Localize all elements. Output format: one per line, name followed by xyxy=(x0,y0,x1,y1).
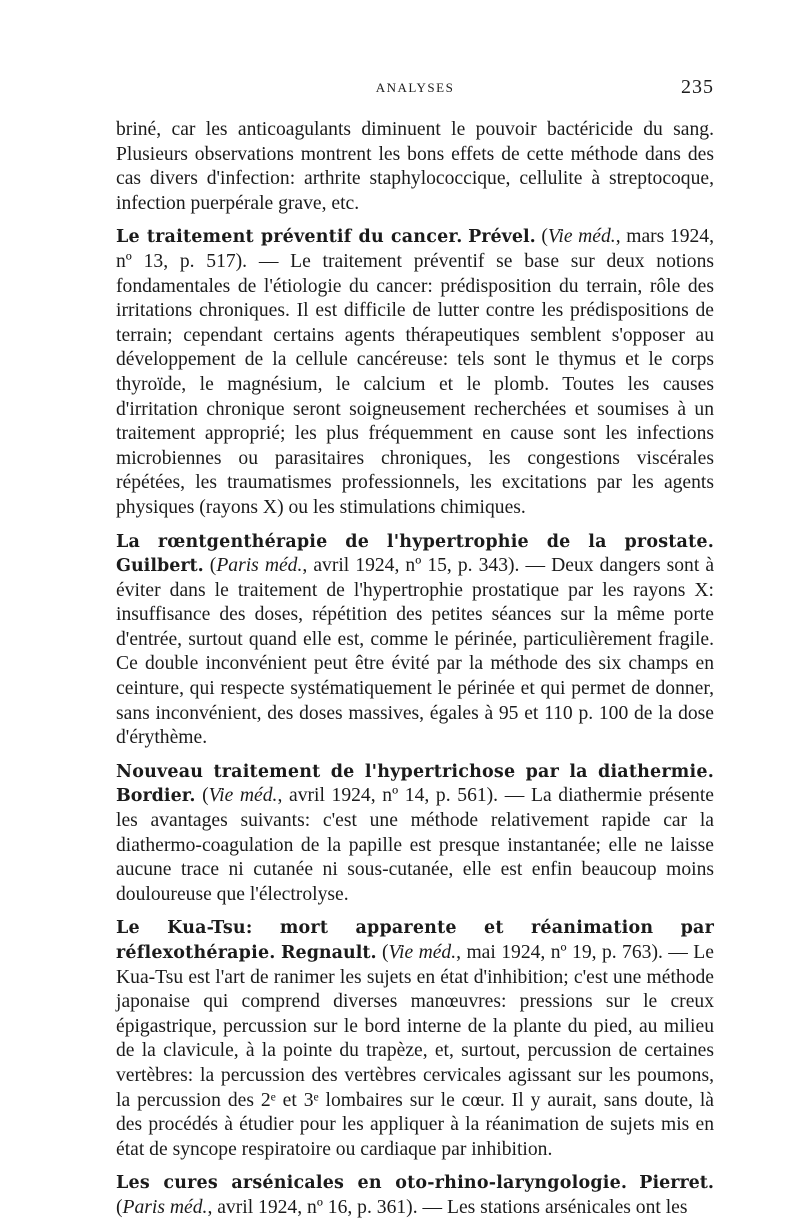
article-title: Nouveau traitement de l'hypertrichose par la diathermie. xyxy=(116,761,714,782)
article-author: Pierret. xyxy=(639,1173,714,1194)
article-source-journal: Paris méd. xyxy=(122,1196,208,1218)
page-header xyxy=(116,78,714,100)
source-open-paren: ( xyxy=(116,1196,123,1218)
article-abstract: — Deux dangers sont à éviter dans le traitement de l'hypertrophie prostatique par les rayons X: insuffisance des doses, répétition des petites séances sur la même porte d'entrée, surtout quand elle est, comme le périnée, particulièrement fragile. Ce double inconvénient peut être évité par la méthode des six champs en ceinture, qui respecte systématiquement le périnée et qui permet de donner, sans inconvénient, des doses massives, égales à 95 et 110 p. 100 de la dose d'érythème. xyxy=(116,555,715,749)
article-source-journal: Paris méd. xyxy=(216,555,303,577)
article-abstract: — La diathermie présente les avantages suivants: c'est une méthode relativement rapide car la diathermo-coagulation de la papille est presque instantanée; elle ne laisse aucune trace ni cutanée ni sous-cutanée, elle est enfin beaucoup moins douloureuse que l'électrolyse. xyxy=(116,785,714,905)
article-source-journal: Vie méd. xyxy=(388,942,457,963)
article-source-details: , avril 1924, nº 14, p. 561). xyxy=(277,785,499,807)
article-source-details: , avril 1924, nº 16, p. 361). xyxy=(207,1196,418,1218)
intro-paragraph xyxy=(116,118,714,216)
running-title: ANALYSES xyxy=(375,80,455,95)
article-title: La rœntgenthérapie de l'hypertrophie de la prostate. xyxy=(116,531,714,552)
article-abstract: — Les stations arsénicales ont les xyxy=(417,1196,688,1218)
article-source-journal: Vie méd. xyxy=(547,226,616,248)
article-entry xyxy=(116,1171,714,1220)
article-entry xyxy=(116,225,714,520)
article-title: Les cures arsénicales en oto-rhino-laryngologie. xyxy=(116,1173,628,1194)
body-text xyxy=(116,118,714,1221)
article-entry xyxy=(116,760,714,908)
article-title: Le Kua-Tsu: mort apparente et réanimation par réflexothérapie. xyxy=(116,918,714,963)
intro-text: briné, car les anticoagulants diminuent le pouvoir bactéricide du sang. Plusieurs observations montrent les bons effets de cette méthode dans des cas divers d'infection: arthrite staphylococcique, cellulite à streptocoque, infection puerpérale grave, etc. xyxy=(116,119,714,214)
source-open-paren: ( xyxy=(202,785,209,807)
article-abstract: — Le traitement préventif se base sur deux notions fondamentales de l'étiologie du cancer: prédisposition du terrain, rôle des irritations chroniques. Il est difficile de lutter contre les prédispositions de terrain; cependant certains agents thérapeutiques semblent s'opposer au développement de la cellule cancéreuse: tels sont le thymus et le corps thyroïde, le magnésium, le calcium et le plomb. Toutes les causes d'irritation chronique seront soigneusement recherchées et soumises à un traitement approprié; les plus fréquemment en cause sont les infections microbiennes ou parasitaires chroniques, les congestions viscérales répétées, les traumatismes professionnels, les excitations par les agents physiques (rayons X) ou les stimulations chimiques. xyxy=(116,250,714,518)
article-source-details: , avril 1924, nº 15, p. 343). xyxy=(302,555,520,577)
source-open-paren: ( xyxy=(541,226,548,248)
article-source-details: , mars 1924, nº 13, p. 517). xyxy=(116,226,714,272)
source-open-paren: ( xyxy=(209,555,217,577)
article-author: Bordier. xyxy=(116,786,196,807)
article-author: Prével. xyxy=(468,227,536,248)
article-source-journal: Vie méd. xyxy=(208,785,278,807)
source-open-paren: ( xyxy=(381,942,389,963)
article-title: Le traitement préventif du cancer. xyxy=(116,227,463,248)
article-abstract: — Le Kua-Tsu est l'art de ranimer les sujets en état d'inhibition; c'est une méthode japonaise qui comprend diverses manœuvres: pressions sur le creux épigastrique, percussion sur le bord interne de la plante du pied, au milieu de la clavicule, à la pointe du trapèze, et, surtout, percussion de certaines vertèbres: la percussion des vertèbres cervicales agissant sur les poumons, la percussion des 2ᵉ et 3ᵉ lombaires sur le cœur. Il y aurait, sans doute, là des procédés à étudier pour les appliquer à la réanimation de sujets mis en état de syncope respiratoire ou cardiaque par inhibition. xyxy=(116,942,714,1160)
article-entry xyxy=(116,530,714,751)
page-number: 235 xyxy=(681,76,714,98)
article-source-details: , mai 1924, nº 19, p. 763). xyxy=(456,942,663,963)
article-entry xyxy=(116,916,714,1162)
article-author: Regnault. xyxy=(281,943,377,963)
article-author: Guilbert. xyxy=(116,556,204,577)
